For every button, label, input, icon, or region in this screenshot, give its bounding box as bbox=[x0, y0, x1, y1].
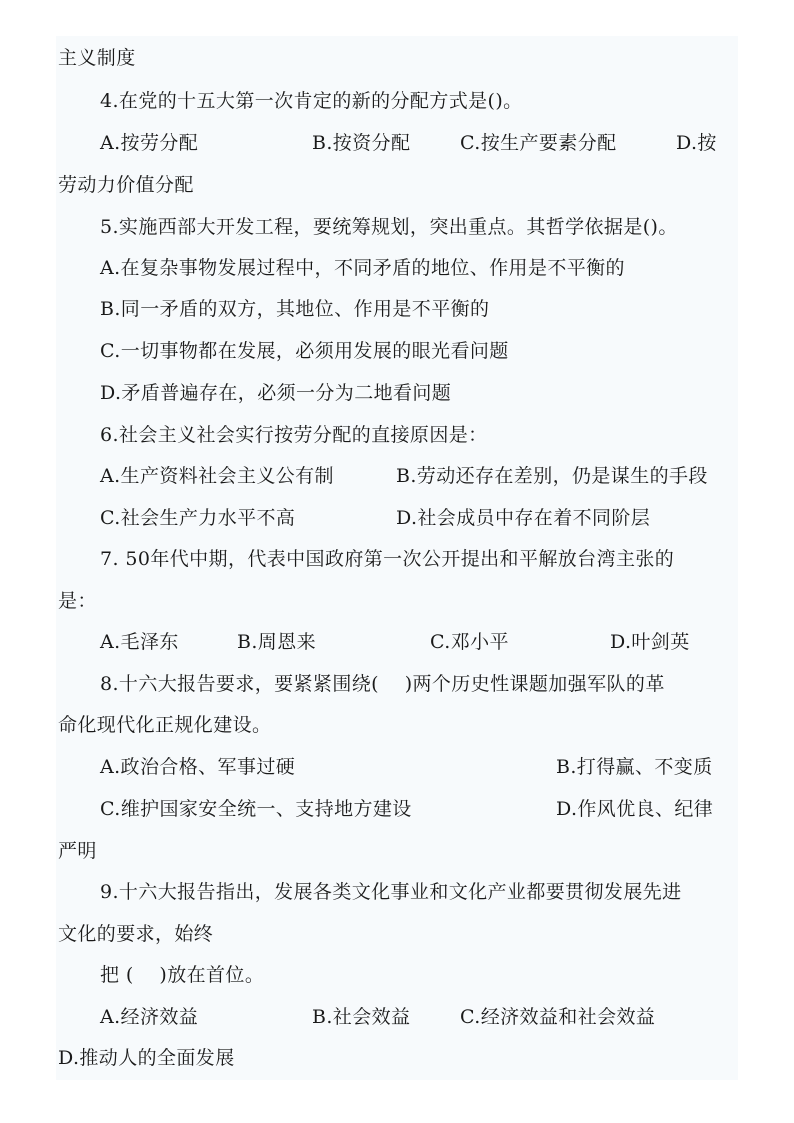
question-7-continued: 是： bbox=[58, 590, 97, 612]
q6-option-d: D.社会成员中存在着不同阶层 bbox=[396, 507, 651, 529]
q4-option-d: D.按 bbox=[676, 132, 717, 154]
q6-option-a: A.生产资料社会主义公有制 bbox=[100, 465, 334, 487]
question-6: 6.社会主义社会实行按劳分配的直接原因是： bbox=[100, 424, 488, 446]
q7-option-d: D.叶剑英 bbox=[610, 631, 690, 653]
q7-option-a: A.毛泽东 bbox=[100, 631, 179, 653]
text-line: 主义制度 bbox=[58, 47, 136, 69]
q4-option-a: A.按劳分配 bbox=[100, 132, 199, 154]
q8-option-a: A.政治合格、军事过硬 bbox=[100, 756, 296, 778]
q8-option-d: D.作风优良、纪律 bbox=[556, 798, 714, 820]
question-9-continued: 文化的要求，始终 bbox=[58, 923, 214, 945]
question-5: 5.实施西部大开发工程，要统筹规划，突出重点。其哲学依据是()。 bbox=[100, 216, 678, 238]
question-9-continued-2: 把 ( )放在首位。 bbox=[100, 964, 265, 986]
q8-option-d-continued: 严明 bbox=[58, 840, 97, 862]
q4-option-d-continued: 劳动力价值分配 bbox=[58, 174, 194, 196]
q8-option-c: C.维护国家安全统一、支持地方建设 bbox=[100, 798, 412, 820]
q4-option-b: B.按资分配 bbox=[312, 132, 411, 154]
q7-option-b: B.周恩来 bbox=[237, 631, 317, 653]
question-7: 7. 50年代中期，代表中国政府第一次公开提出和平解放台湾主张的 bbox=[100, 548, 675, 570]
q4-option-c: C.按生产要素分配 bbox=[460, 132, 617, 154]
q5-option-c: C.一切事物都在发展，必须用发展的眼光看问题 bbox=[100, 340, 509, 362]
q5-option-d: D.矛盾普遍存在，必须一分为二地看问题 bbox=[100, 382, 452, 404]
question-9: 9.十六大报告指出，发展各类文化事业和文化产业都要贯彻发展先进 bbox=[100, 881, 682, 903]
q5-option-b: B.同一矛盾的双方，其地位、作用是不平衡的 bbox=[100, 298, 490, 320]
q9-option-d: D.推动人的全面发展 bbox=[58, 1047, 235, 1069]
q6-option-b: B.劳动还存在差别，仍是谋生的手段 bbox=[396, 465, 708, 487]
q8-option-b: B.打得赢、不变质 bbox=[556, 756, 713, 778]
q9-option-c: C.经济效益和社会效益 bbox=[460, 1006, 656, 1028]
q9-option-b: B.社会效益 bbox=[312, 1006, 411, 1028]
q9-option-a: A.经济效益 bbox=[100, 1006, 199, 1028]
q6-option-c: C.社会生产力水平不高 bbox=[100, 507, 296, 529]
question-4: 4.在党的十五大第一次肯定的新的分配方式是()。 bbox=[100, 90, 523, 112]
q5-option-a: A.在复杂事物发展过程中，不同矛盾的地位、作用是不平衡的 bbox=[100, 257, 625, 279]
q7-option-c: C.邓小平 bbox=[430, 631, 509, 653]
question-8: 8.十六大报告要求，要紧紧围绕( )两个历史性课题加强军队的革 bbox=[100, 673, 665, 695]
question-8-continued: 命化现代化正规化建设。 bbox=[58, 714, 272, 736]
